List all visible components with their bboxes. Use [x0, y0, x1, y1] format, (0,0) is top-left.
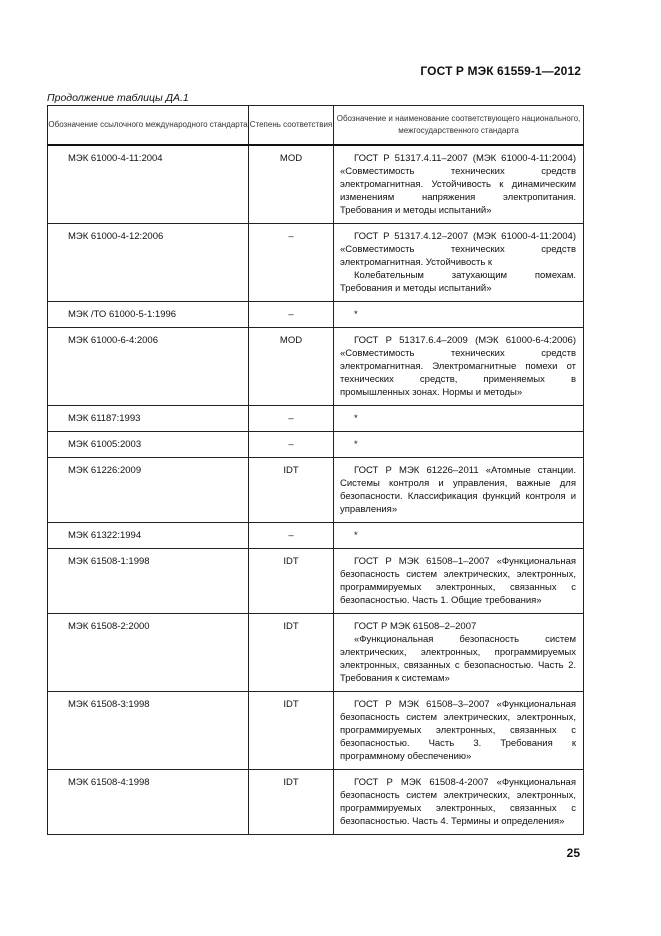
conformity-degree: IDT: [283, 777, 299, 788]
column-header-reference: Обозначение ссылочного международного стандарта: [48, 106, 249, 146]
table-row: [48, 523, 584, 549]
reference-cell: [48, 224, 249, 302]
conformity-degree: IDT: [283, 699, 299, 710]
national-standard-cell: [334, 692, 584, 770]
national-standard-cell: [334, 614, 584, 692]
page-number: 25: [566, 846, 580, 860]
degree-cell: [249, 770, 334, 835]
table-row: [48, 145, 584, 224]
no-equivalent-mark: *: [354, 309, 358, 320]
standards-table: [47, 105, 584, 835]
national-standard-cell: [334, 224, 584, 302]
reference-standard: МЭК 61508-2:2000: [68, 621, 150, 632]
column-header-degree: Степень соответствия: [249, 106, 334, 146]
national-standard-text: ГОСТ Р 51317.6.4–2009 (МЭК 61000-6-4:2006) «Совместимость технических средств электромагнитная. Электромагнитные помехи от технических средств, применяемых в промышленных зонах. Нормы и методы»: [340, 335, 576, 398]
conformity-degree: –: [288, 231, 294, 242]
reference-standard: МЭК 61322:1994: [68, 530, 142, 541]
national-standard-cell: [334, 432, 584, 458]
conformity-degree: IDT: [283, 621, 299, 632]
conformity-degree: –: [288, 413, 294, 424]
reference-cell: [48, 770, 249, 835]
national-standard-text-continued: «Функциональная безопасность систем электрических, электронных, программируемых электронных, связанных с безопасностью. Часть 2. Требования к системам»: [340, 634, 576, 684]
degree-cell: [249, 549, 334, 614]
degree-cell: [249, 614, 334, 692]
national-standard-cell: [334, 406, 584, 432]
reference-cell: [48, 614, 249, 692]
conformity-degree: –: [288, 309, 294, 320]
reference-standard: МЭК 61226:2009: [68, 465, 142, 476]
reference-standard: МЭК 61508-4:1998: [68, 777, 150, 788]
degree-cell: [249, 328, 334, 406]
table-row: [48, 224, 584, 302]
national-standard-cell: [334, 458, 584, 523]
national-standard-cell: [334, 549, 584, 614]
conformity-degree: MOD: [279, 335, 303, 346]
degree-cell: [249, 523, 334, 549]
national-standard-cell: [334, 145, 584, 224]
no-equivalent-mark: *: [354, 413, 358, 424]
table-row: [48, 692, 584, 770]
table-row: [48, 614, 584, 692]
table-row: [48, 458, 584, 523]
reference-cell: [48, 523, 249, 549]
national-standard-text-continued: Колебательным затухающим помехам. Требования и методы испытаний»: [340, 270, 576, 294]
degree-cell: [249, 692, 334, 770]
national-standard-cell: [334, 328, 584, 406]
degree-cell: [249, 458, 334, 523]
table-row: [48, 328, 584, 406]
reference-standard: МЭК 61508-1:1998: [68, 556, 150, 567]
degree-cell: [249, 145, 334, 224]
document-header: ГОСТ Р МЭК 61559-1—2012: [420, 64, 581, 78]
table-row: [48, 406, 584, 432]
conformity-degree: –: [288, 439, 294, 450]
no-equivalent-mark: *: [354, 439, 358, 450]
no-equivalent-mark: *: [354, 530, 358, 541]
column-header-national-standard: Обозначение и наименование соответствующего национального, межгосударственного стандарта: [334, 106, 584, 146]
conformity-degree: IDT: [283, 465, 299, 476]
national-standard-text: ГОСТ Р МЭК 61508–2–2007: [354, 621, 477, 632]
national-standard-text: ГОСТ Р МЭК 61508–3–2007 «Функциональная безопасность систем электрических, электронных, программируемых электронных, связанных с безопасностью. Часть 3. Требования к программному обеспечению»: [340, 699, 576, 762]
reference-cell: [48, 145, 249, 224]
reference-standard: МЭК 61000-4-11:2004: [68, 153, 163, 164]
table-row: [48, 770, 584, 835]
national-standard-cell: [334, 770, 584, 835]
reference-standard: МЭК 61000-4-12:2006: [68, 231, 164, 242]
reference-standard: МЭК /ТО 61000-5-1:1996: [68, 309, 177, 320]
reference-cell: [48, 692, 249, 770]
table-row: [48, 302, 584, 328]
reference-cell: [48, 406, 249, 432]
reference-cell: [48, 432, 249, 458]
degree-cell: [249, 432, 334, 458]
national-standard-text: ГОСТ Р МЭК 61508–1–2007 «Функциональная безопасность систем электрических, электронных, программируемых электронных, связанных с безопасностью. Часть 1. Общие требования»: [340, 556, 576, 606]
reference-cell: [48, 302, 249, 328]
national-standard-cell: [334, 302, 584, 328]
degree-cell: [249, 224, 334, 302]
national-standard-text: ГОСТ Р МЭК 61508-4-2007 «Функциональная безопасность систем электрических, электронных, программируемых электронных, связанных с безопасностью. Часть 4. Термины и определения»: [340, 777, 576, 827]
conformity-degree: MOD: [279, 153, 303, 164]
reference-cell: [48, 549, 249, 614]
national-standard-text: ГОСТ Р 51317.4.12–2007 (МЭК 61000-4-11:2004) «Совместимость технических средств электромагнитная. Устойчивость к: [340, 231, 576, 268]
degree-cell: [249, 406, 334, 432]
table-header-row: [48, 106, 584, 146]
reference-cell: [48, 458, 249, 523]
national-standard-text: ГОСТ Р МЭК 61226–2011 «Атомные станции. Системы контроля и управления, важные для безопасности. Классификация функций контроля и управления»: [340, 465, 576, 515]
reference-standard: МЭК 61005:2003: [68, 439, 142, 450]
national-standard-cell: [334, 523, 584, 549]
table-row: [48, 549, 584, 614]
degree-cell: [249, 302, 334, 328]
table-caption: Продолжение таблицы ДА.1: [47, 92, 189, 104]
conformity-degree: IDT: [283, 556, 299, 567]
national-standard-text: ГОСТ Р 51317.4.11–2007 (МЭК 61000-4-11:2004) «Совместимость технических средств электромагнитная. Устойчивость к динамическим изменениям напряжения электропитания. Требования и методы испытаний»: [340, 153, 576, 216]
reference-standard: МЭК 61000-6-4:2006: [68, 335, 158, 346]
reference-cell: [48, 328, 249, 406]
conformity-degree: –: [288, 530, 294, 541]
reference-standard: МЭК 61187:1993: [68, 413, 141, 424]
table-row: [48, 432, 584, 458]
reference-standard: МЭК 61508-3:1998: [68, 699, 150, 710]
